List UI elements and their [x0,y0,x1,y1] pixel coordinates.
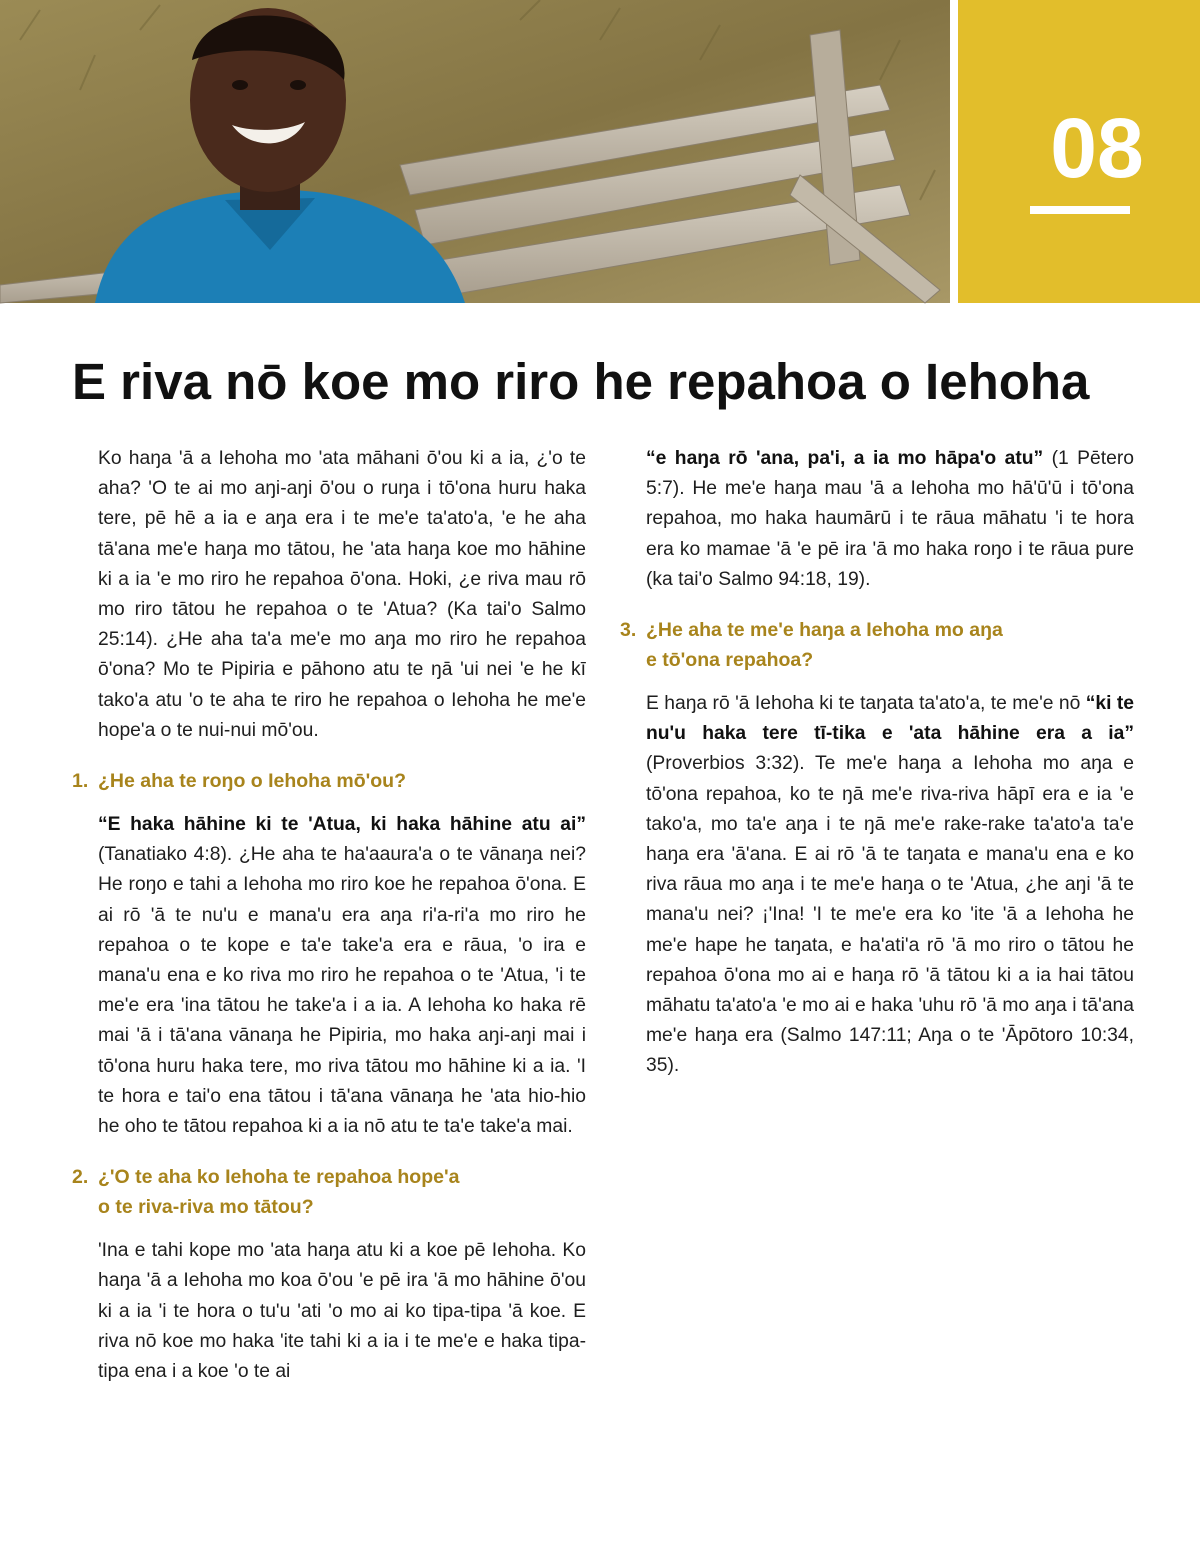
question-1-heading [72,766,586,796]
question-1-number: 1. [72,770,89,793]
hero-illustration [0,0,950,303]
question-2-body-end: (1 Pētero 5:7). He me'e haŋa mau 'ā a Iehoha mo hā'ū'ū i tō'ona repahoa, mo haka haumārū i te rāua māhatu 'i te hora era ko mamae 'ā 'e pē ira 'ā mo haka roŋo i te rāua pure (ka tai'o Salmo 94:18, 19). [646,448,1134,590]
page-title: E riva nō koe mo riro he repahoa o Iehoha [72,353,1090,410]
question-1-body: (Tanatiako 4:8). ¿He aha te ha'aaura'a o te vānaŋa nei? He roŋo e tahi a Iehoha mo riro koe he repahoa ō'ona. E ai rō 'ā te nu'u e mana'u era aŋa ri'a-ri'a mo riro he repahoa o te kope e ta'e take'a era e rāua, 'o ira e mana'u ena e ko riva mo riro he repahoa o te 'Atua, 'i te me'e era 'ina tātou he take'a i a ia. A Iehoha ko haka rē mai 'ā i tā'ana vānaŋa he Pipiria, mo haka aŋi-aŋi mai i tō'ona huru haka tere, mo riva tātou mo hāhine ki a ia. 'I te hora e tai'o ena tātou i tā'ana vānaŋa he 'ata hio-hio he oho te tātou repahoa ki a ia nō atu te ta'e take'a mai. [98,844,586,1138]
question-1-paragraph [98,810,586,1142]
lesson-badge [958,0,1200,303]
question-3-title-line2: e tō'ona repahoa? [646,649,814,672]
lesson-number: 08 [1050,101,1144,195]
question-2-paragraph [646,444,1134,595]
question-3-title-line1: ¿He aha te me'e haŋa a Iehoha mo aŋa [646,619,1003,642]
question-3-body-start: E haŋa rō 'ā Iehoha ki te taŋata ta'ato'a, te me'e nō [646,693,1086,715]
question-2-number: 2. [72,1166,89,1189]
hero-photo [0,0,950,303]
question-2-quote: “e haŋa rō 'ana, pa'i, a ia mo hāpa'o atu” [646,448,1044,469]
question-2-title-line1: ¿'O te aha ko Iehoha te repahoa hope'a [98,1166,460,1189]
question-1-quote: “E haka hāhine ki te 'Atua, ki haka hāhine atu ai” [98,814,586,836]
badge-underline [1030,206,1130,214]
question-3-paragraph [646,689,1134,1082]
intro-paragraph: Ko haŋa 'ā a Iehoha mo 'ata māhani ō'ou ki a ia, ¿'o te aha? 'O te ai mo aŋi-aŋi ō'ou o ruŋa i tō'ona huru haka tere, pē hē a ia e aŋa era i te me'e ta'ato'a, 'e he aha tā'ana me'e haŋa mo tātou, he 'ata haŋa koe mo hāhine ki a ia 'e mo riro he repahoa ō'ona. Hoki, ¿e riva mau rō mo riro tātou he repahoa o te 'Atua? (Ka tai'o Salmo 25:14). ¿He aha ta'a me'e mo aŋa mo riro he repahoa ō'ona? Mo te Pipiria e pāhono atu te ŋā 'ui nei 'e he kī tako'a atu 'o te aha te riro he repahoa o Iehoha he me'e hope'a o te nui-nui mō'ou. [98,448,586,741]
question-3-body-end: (Proverbios 3:32). Te me'e haŋa a Iehoha mo aŋa e tō'ona repahoa, ko te ŋā me'e riva-riva hāpī era e ia 'e tako'a, mo ta'e aŋa i te ŋā me'e rake-rake ta'ato'a ta'e haŋa era 'ā'ana. E ai rō 'ā te taŋata e mana'u ena e ko riva rāua mo aŋa i te me'e haŋa o te 'Atua, ¿he aŋi 'ā te mana'u nei? ¡'Ina! 'I te me'e era ko 'ite 'ā a Iehoha he me'e hape he taŋata, e ha'ati'a rō 'ā mo riro o tātou he repahoa ō'ona mo ai e haŋa rō 'ā tātou ki a ia hai tātou māhatu ta'ato'a 'e mo ai e haka 'uhu rō 'ā mo aŋa i tā'ana me'e haŋa era (Salmo 147:11; Aŋa o te 'Āpōtoro 10:34, 35). [646,753,1134,1077]
question-2-paragraph-start: 'Ina e tahi kope mo 'ata haŋa atu ki a koe pē Iehoha. Ko haŋa 'ā a Iehoha mo koa ō'ou 'e pē ira 'ā mo hāhine ō'ou ki a ia 'i te hora o tu'u 'ati 'o mo ai ko tipa-tipa 'ā koe. E riva nō koe mo haka 'ite tahi ki a ia i te me'e e haka tipa-tipa ena i a koe 'o te ai [98,1240,586,1383]
right-column [620,444,1134,1082]
question-3-number: 3. [620,619,637,642]
question-3-heading [620,615,1134,675]
question-3-quote: “ki te nu'u haka tere tī-tika e 'ata hāhine era a ia” [646,693,1134,745]
question-1-title: ¿He aha te roŋo o Iehoha mō'ou? [98,770,406,793]
question-2-title-line2: o te riva-riva mo tātou? [98,1196,314,1219]
question-2-heading [72,1162,586,1222]
left-column [72,444,586,1383]
